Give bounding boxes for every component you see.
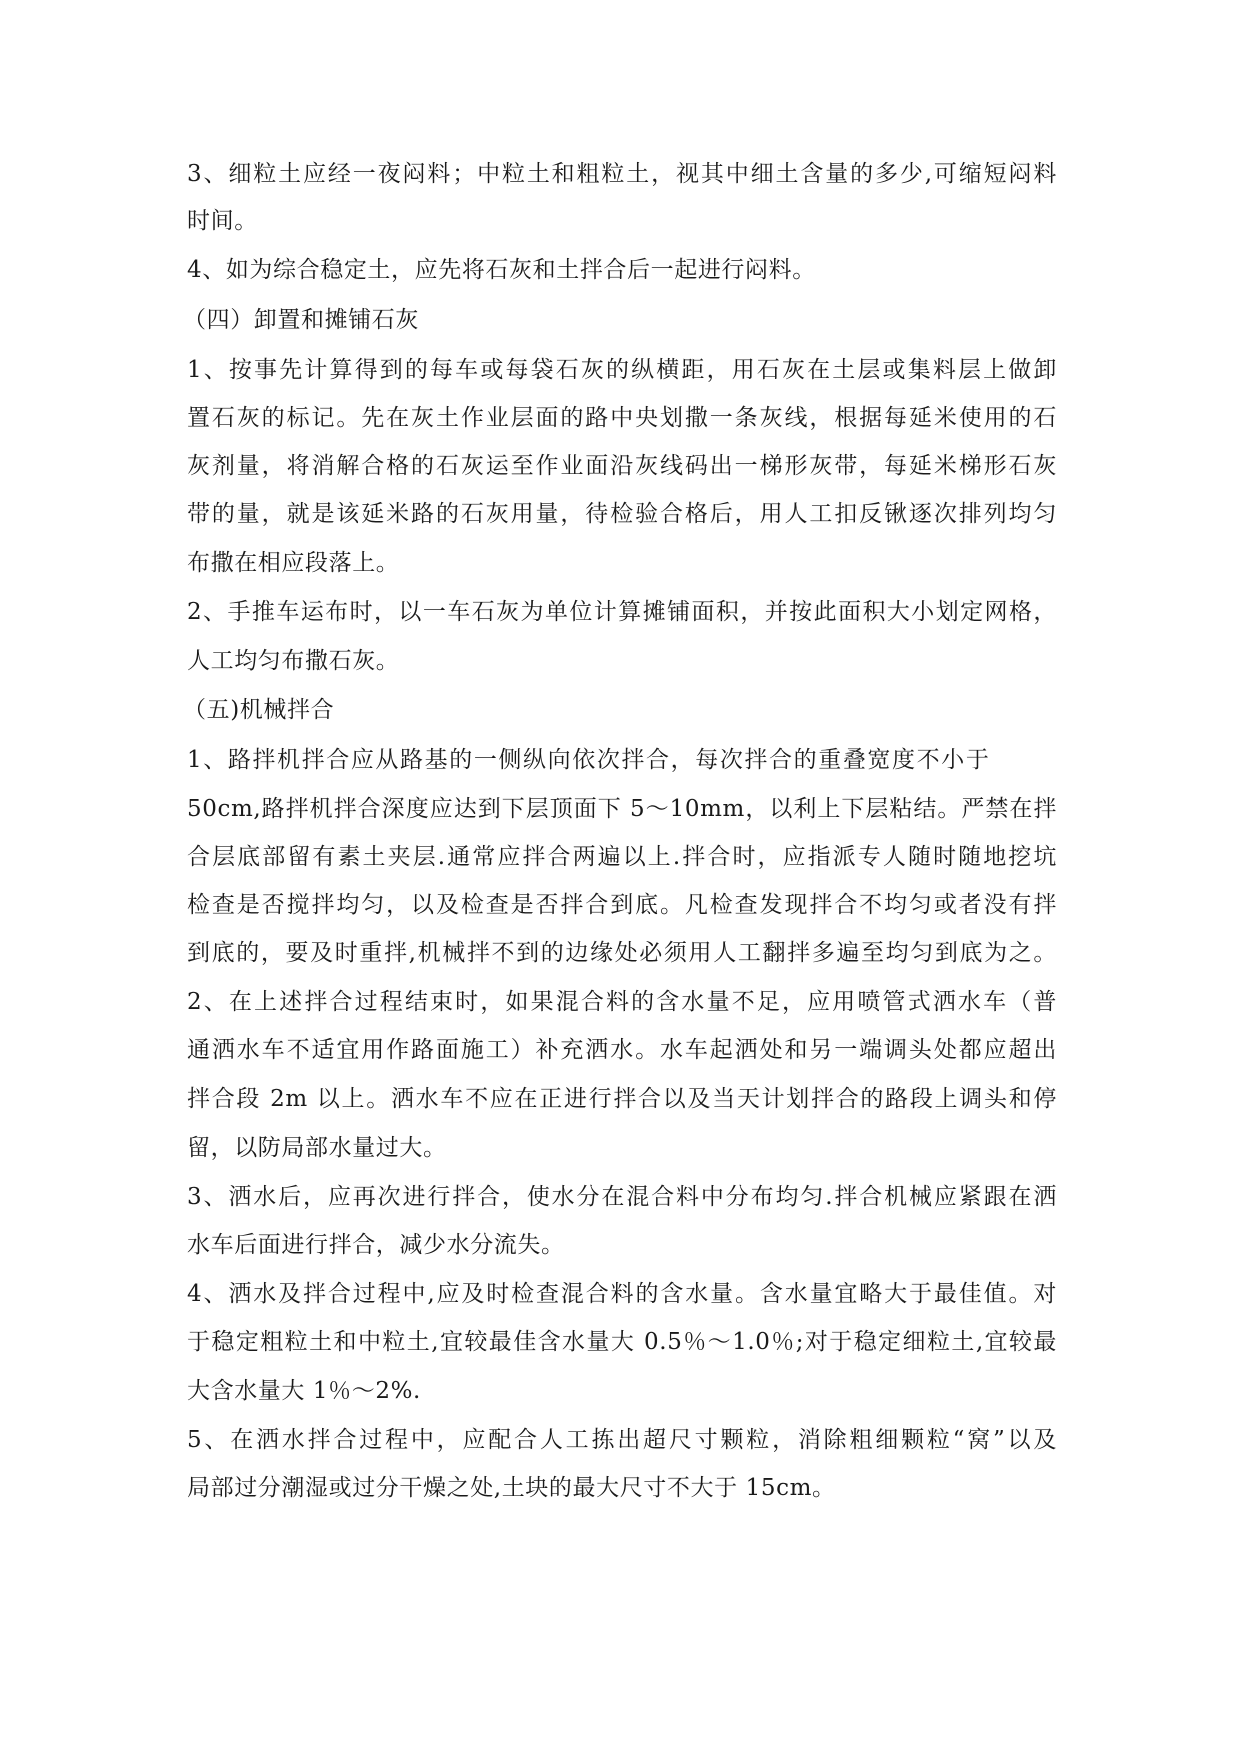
section-heading: （四）卸置和摊铺石灰 (183, 307, 419, 333)
paragraph-line: 4、如为综合稳定土，应先将石灰和土拌合后一起进行闷料。 (187, 257, 816, 283)
paragraph-line: 检查是否搅拌均匀，以及检查是否拌合到底。凡检查发现拌合不均匀或者没有拌 (187, 892, 1057, 918)
paragraph-line: 50cm,路拌机拌合深度应达到下层顶面下 5～10mm，以利上下层粘结。严禁在拌 (187, 796, 1057, 822)
paragraph-line: 带的量，就是该延米路的石灰用量，待检验合格后，用人工扣反锹逐次排列均匀 (187, 501, 1057, 527)
paragraph-line: 局部过分潮湿或过分干燥之处,土块的最大尺寸不大于 15cm。 (187, 1475, 836, 1501)
paragraph-line: 大含水量大 1％～2%. (187, 1378, 421, 1404)
paragraph-line: 3、洒水后，应再次进行拌合，使水分在混合料中分布均匀.拌合机械应紧跟在洒 (187, 1184, 1057, 1210)
paragraph-line: 1、路拌机拌合应从路基的一侧纵向依次拌合，每次拌合的重叠宽度不小于 (187, 747, 991, 773)
paragraph-line: 到底的，要及时重拌,机械拌不到的边缘处必须用人工翻拌多遍至均匀到底为之。 (187, 940, 1057, 966)
paragraph-line: 5、在洒水拌合过程中，应配合人工拣出超尺寸颗粒，消除粗细颗粒“窝”以及 (187, 1427, 1057, 1453)
paragraph-line: 合层底部留有素土夹层.通常应拌合两遍以上.拌合时，应指派专人随时随地挖坑 (187, 844, 1057, 870)
paragraph-line: 通洒水车不适宜用作路面施工）补充洒水。水车起洒处和另一端调头处都应超出 (187, 1037, 1057, 1063)
paragraph-line: 拌合段 2m 以上。洒水车不应在正进行拌合以及当天计划拌合的路段上调头和停 (187, 1086, 1057, 1112)
paragraph-line: 留，以防局部水量过大。 (187, 1135, 447, 1161)
paragraph-line: 时间。 (187, 208, 258, 234)
paragraph-line: 3、细粒土应经一夜闷料；中粒土和粗粒土，视其中细土含量的多少,可缩短闷料 (187, 161, 1057, 187)
paragraph-line: 水车后面进行拌合，减少水分流失。 (187, 1232, 565, 1258)
paragraph-line: 1、按事先计算得到的每车或每袋石灰的纵横距，用石灰在土层或集料层上做卸 (187, 357, 1057, 383)
paragraph-line: 2、在上述拌合过程结束时，如果混合料的含水量不足，应用喷管式洒水车（普 (187, 989, 1057, 1015)
paragraph-line: 置石灰的标记。先在灰土作业层面的路中央划撒一条灰线，根据每延米使用的石 (187, 405, 1057, 431)
paragraph-line: 布撒在相应段落上。 (187, 550, 400, 576)
section-heading: （五)机械拌合 (183, 697, 335, 723)
paragraph-line: 于稳定粗粒土和中粒土,宜较最佳含水量大 0.5％～1.0％;对于稳定细粒土,宜较最 (187, 1329, 1057, 1355)
paragraph-line: 人工均匀布撒石灰。 (187, 648, 400, 674)
paragraph-line: 2、手推车运布时，以一车石灰为单位计算摊铺面积，并按此面积大小划定网格， (187, 599, 1057, 625)
paragraph-line: 4、洒水及拌合过程中,应及时检查混合料的含水量。含水量宜略大于最佳值。对 (187, 1281, 1057, 1307)
paragraph-line: 灰剂量，将消解合格的石灰运至作业面沿灰线码出一梯形灰带，每延米梯形石灰 (187, 453, 1057, 479)
